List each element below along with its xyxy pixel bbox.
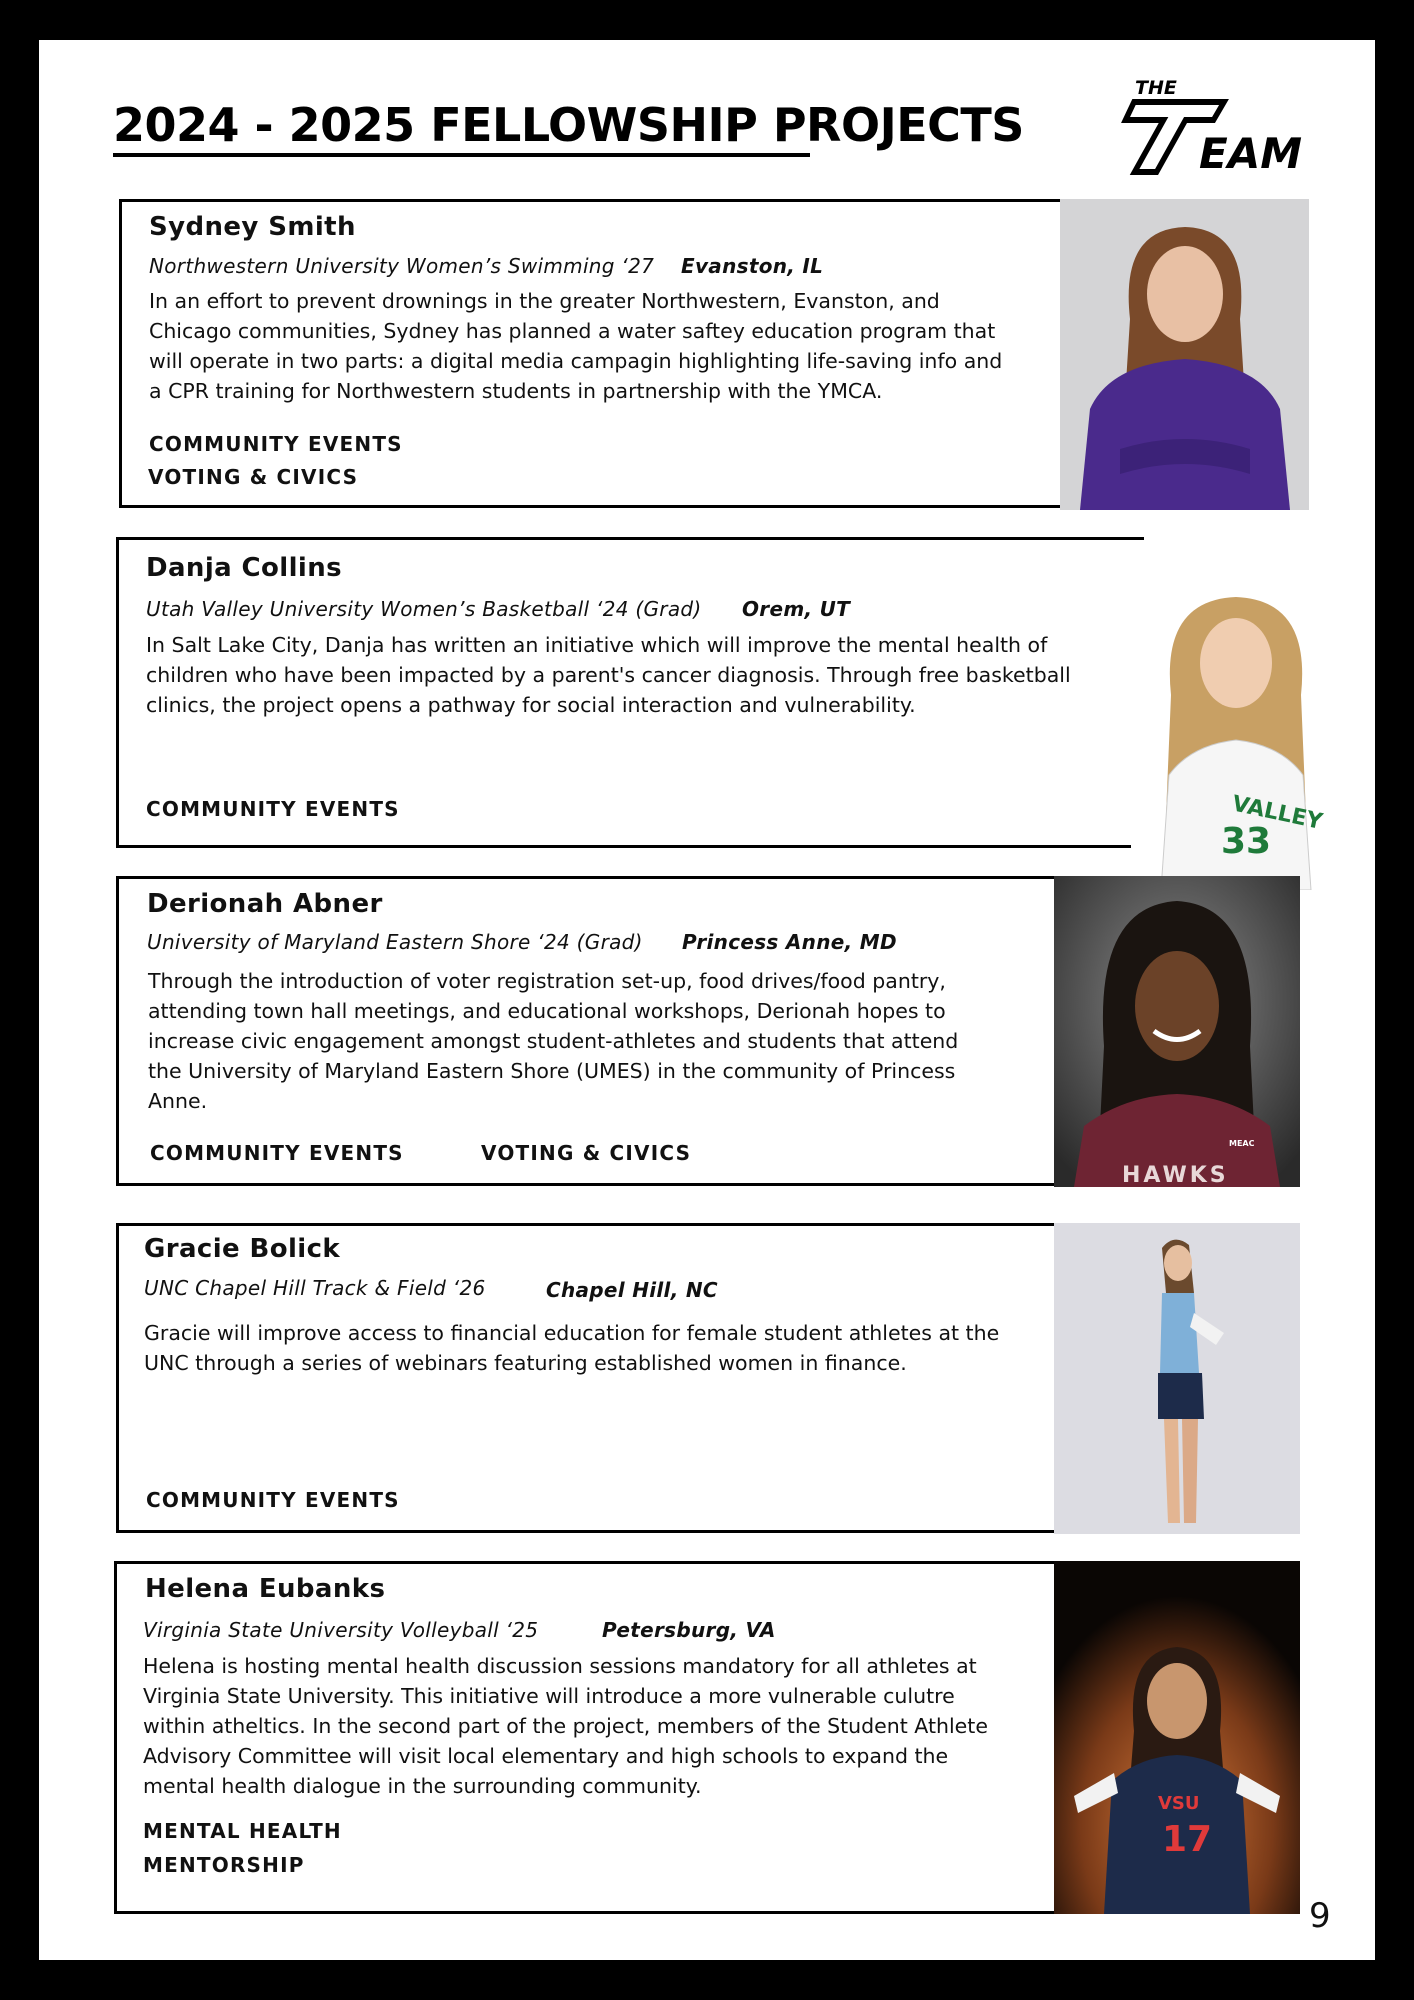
fellow-card-helena-eubanks: [114, 1561, 1144, 1914]
fellow-description: Through the introduction of voter registration set-up, food drives/food pantry, attending town hall meetings, and educational workshops, Derionah hopes to increase civic engagement amongst student-athletes and students that attend the University of Maryland Eastern Shore (UMES) in the community of Princess Anne.: [148, 969, 959, 1113]
fellow-card-danja-collins: [116, 537, 1144, 848]
fellow-tag: VOTING & CIVICS: [481, 1141, 692, 1165]
fellow-description: Helena is hosting mental health discussion sessions mandatory for all athletes at Virginia State University. This initiative will introduce a more vulnerable culutre within atheltics. In the second part of the project, members of the Student Athlete Advisory Committee will visit local elementary and high schools to expand the mental health dialogue in the surrounding community.: [143, 1654, 988, 1798]
fellow-location: Evanston, IL: [681, 254, 824, 278]
fellow-card-sydney-smith: [119, 199, 1147, 508]
fellow-school: Utah Valley University Women’s Basketball ‘24 (Grad): [146, 597, 702, 621]
fellow-tag: COMMUNITY EVENTS: [146, 797, 400, 821]
fellow-location: Petersburg, VA: [602, 1618, 776, 1642]
fellow-location: Princess Anne, MD: [682, 930, 897, 954]
logo-eam-text: EAM: [1199, 129, 1302, 178]
svg-text:VALLEY: VALLEY: [1229, 791, 1325, 835]
fellow-tag: MENTORSHIP: [143, 1853, 305, 1877]
svg-text:HAWKS: HAWKS: [1122, 1163, 1229, 1187]
fellow-name: Sydney Smith: [149, 212, 356, 242]
fellow-description: In an effort to prevent drownings in the greater Northwestern, Evanston, and Chicago communities, Sydney has planned a water saftey education program that will operate in two parts: a digital media campagin highlighting life-saving info and a CPR training for Northwestern students in partnership with the YMCA.: [149, 289, 1003, 403]
fellow-location: Orem, UT: [742, 597, 851, 621]
fellow-tag: VOTING & CIVICS: [148, 465, 359, 489]
fellow-tag: COMMUNITY EVENTS: [150, 1141, 404, 1165]
fellow-tag: COMMUNITY EVENTS: [146, 1488, 400, 1512]
fellow-card-gracie-bolick: [116, 1223, 1144, 1533]
fellow-photo-helena-eubanks: [1054, 1561, 1300, 1914]
svg-text:17: 17: [1162, 1819, 1213, 1860]
fellow-tag: COMMUNITY EVENTS: [149, 432, 403, 456]
fellow-school: University of Maryland Eastern Shore ‘24 (Grad): [147, 930, 643, 954]
fellow-name: Helena Eubanks: [145, 1574, 386, 1604]
fellow-description: Gracie will improve access to financial education for female student athletes at the UNC through a series of webinars featuring established women in finance.: [144, 1321, 1000, 1375]
page-title: 2024 - 2025 FELLOWSHIP PROJECTS: [113, 98, 1024, 152]
fellow-school: UNC Chapel Hill Track & Field ‘26: [144, 1276, 486, 1300]
svg-text:33: 33: [1221, 821, 1272, 862]
fellow-school: Northwestern University Women’s Swimming ‘27: [149, 254, 655, 278]
fellow-tag: MENTAL HEALTH: [143, 1819, 342, 1843]
logo-the-text: THE: [1135, 77, 1177, 99]
fellow-photo-derionah-abner: [1054, 876, 1300, 1187]
document-page: [39, 40, 1375, 1960]
fellow-name: Gracie Bolick: [144, 1234, 341, 1264]
svg-text:MEAC: MEAC: [1229, 1139, 1255, 1148]
fellow-school: Virginia State University Volleyball ‘25: [143, 1618, 539, 1642]
the-team-logo: [1111, 74, 1331, 184]
fellow-location: Chapel Hill, NC: [546, 1278, 718, 1302]
fellow-photo-gracie-bolick: [1054, 1223, 1300, 1534]
page-number: 9: [1309, 1896, 1331, 1936]
fellow-name: Danja Collins: [146, 553, 343, 583]
fellow-photo-sydney-smith: [1060, 199, 1309, 510]
fellow-name: Derionah Abner: [147, 889, 383, 919]
title-underline: [113, 153, 810, 157]
fellow-card-derionah-abner: [116, 876, 1144, 1186]
svg-text:VSU: VSU: [1158, 1793, 1200, 1814]
fellow-photo-danja-collins: [1131, 585, 1341, 890]
fellow-description: In Salt Lake City, Danja has written an initiative which will improve the mental health of children who have been impacted by a parent's cancer diagnosis. Through free basketball clinics, the project opens a pathway for social interaction and vulnerability.: [146, 633, 1071, 717]
